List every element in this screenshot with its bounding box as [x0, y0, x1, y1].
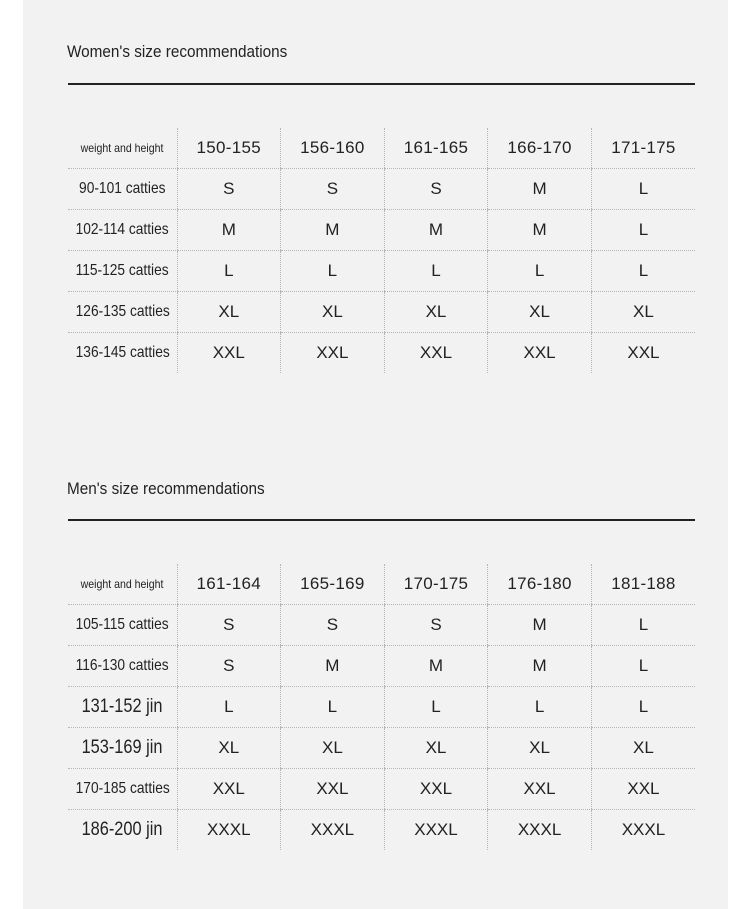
size-cell: XL — [488, 728, 592, 769]
size-cell: L — [591, 210, 695, 251]
size-cell: XL — [384, 292, 488, 333]
size-cell: L — [281, 687, 385, 728]
weight-label: 131-152 jin — [68, 687, 177, 728]
men-size-table — [68, 564, 695, 850]
height-header: 156-160 — [281, 128, 385, 169]
weight-label: 153-169 jin — [68, 728, 177, 769]
size-cell: XL — [281, 292, 385, 333]
size-cell: S — [177, 646, 281, 687]
women-title-divider — [68, 83, 695, 85]
table-row — [68, 728, 695, 769]
table-header-row — [68, 128, 695, 169]
size-cell: XXL — [384, 769, 488, 810]
size-cell: XXL — [281, 769, 385, 810]
height-header: 171-175 — [591, 128, 695, 169]
size-cell: L — [591, 169, 695, 210]
size-cell: L — [591, 687, 695, 728]
size-cell: L — [488, 687, 592, 728]
size-cell: S — [384, 169, 488, 210]
size-cell: XXL — [177, 769, 281, 810]
size-cell: L — [177, 687, 281, 728]
size-cell: L — [488, 251, 592, 292]
size-cell: XXXL — [384, 810, 488, 851]
corner-header: weight and height — [68, 564, 177, 605]
size-cell: XXXL — [281, 810, 385, 851]
size-cell: XXL — [591, 769, 695, 810]
weight-label: 186-200 jin — [81, 819, 163, 840]
size-cell: XXL — [384, 333, 488, 374]
men-section-title: Men's size recommendations — [67, 479, 265, 498]
weight-label: 90-101 catties — [68, 169, 177, 210]
weight-label: 126-135 catties — [68, 292, 177, 333]
height-header: 176-180 — [488, 564, 592, 605]
size-cell: XL — [591, 728, 695, 769]
size-cell: M — [488, 169, 592, 210]
women-section-title: Women's size recommendations — [67, 42, 288, 61]
size-cell: L — [384, 687, 488, 728]
size-cell: S — [281, 169, 385, 210]
size-cell: XXL — [591, 333, 695, 374]
size-cell: L — [591, 646, 695, 687]
size-cell: XL — [281, 728, 385, 769]
height-header: 166-170 — [488, 128, 592, 169]
size-cell: L — [177, 251, 281, 292]
table-row — [68, 333, 695, 374]
size-cell: XXL — [281, 333, 385, 374]
table-row — [68, 169, 695, 210]
size-cell: S — [384, 605, 488, 646]
table-row — [68, 687, 695, 728]
table-row — [68, 810, 695, 851]
size-cell: XL — [177, 292, 281, 333]
size-cell: M — [488, 646, 592, 687]
table-row — [68, 251, 695, 292]
table-row — [68, 605, 695, 646]
weight-label: 170-185 catties — [68, 769, 177, 810]
size-cell: L — [281, 251, 385, 292]
size-cell: XXL — [488, 333, 592, 374]
table-row — [68, 210, 695, 251]
size-cell: S — [177, 605, 281, 646]
weight-label: 105-115 catties — [68, 605, 177, 646]
size-cell: S — [177, 169, 281, 210]
men-title-divider — [68, 519, 695, 521]
height-header: 170-175 — [384, 564, 488, 605]
size-cell: M — [384, 210, 488, 251]
size-cell: M — [488, 210, 592, 251]
women-size-table — [68, 128, 695, 373]
weight-label: 102-114 catties — [68, 210, 177, 251]
size-cell: XL — [384, 728, 488, 769]
size-cell: M — [281, 646, 385, 687]
size-cell: XXXL — [488, 810, 592, 851]
size-cell: L — [384, 251, 488, 292]
weight-label: 116-130 catties — [68, 646, 177, 687]
height-header: 150-155 — [177, 128, 281, 169]
size-cell: M — [384, 646, 488, 687]
table-row — [68, 769, 695, 810]
table-row — [68, 292, 695, 333]
size-cell: M — [281, 210, 385, 251]
table-header-row — [68, 564, 695, 605]
size-cell: XXL — [177, 333, 281, 374]
size-cell: S — [281, 605, 385, 646]
size-cell: XXXL — [591, 810, 695, 851]
size-cell: XL — [177, 728, 281, 769]
height-header: 181-188 — [591, 564, 695, 605]
height-header: 165-169 — [281, 564, 385, 605]
size-cell: XL — [488, 292, 592, 333]
size-cell: XXL — [488, 769, 592, 810]
corner-header: weight and height — [68, 128, 177, 169]
size-cell: L — [591, 251, 695, 292]
size-cell: L — [591, 605, 695, 646]
size-cell: M — [177, 210, 281, 251]
height-header: 161-165 — [384, 128, 488, 169]
weight-label: 115-125 catties — [68, 251, 177, 292]
size-cell: XL — [591, 292, 695, 333]
weight-label: 136-145 catties — [75, 344, 170, 361]
size-cell: XXXL — [177, 810, 281, 851]
table-row — [68, 646, 695, 687]
height-header: 161-164 — [177, 564, 281, 605]
size-cell: M — [488, 605, 592, 646]
